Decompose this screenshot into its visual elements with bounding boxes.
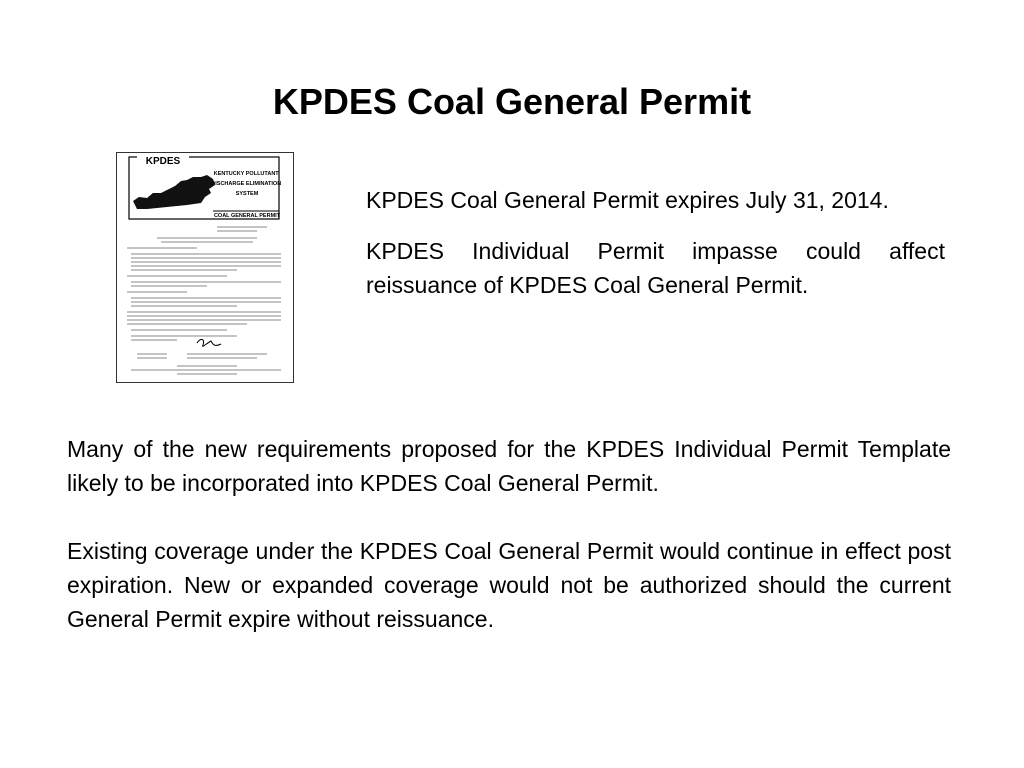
main-paragraphs [67, 432, 951, 670]
permit-cover-thumbnail [116, 152, 294, 383]
document-body-text [127, 227, 281, 374]
requirements-paragraph: Many of the new requirements proposed for the KPDES Individual Permit Template likely to be incorporated into KPDES Coal General Permit. [67, 436, 951, 496]
program-name-line-3: SYSTEM [235, 191, 259, 197]
program-name-line-1: KENTUCKY POLLUTANT [213, 171, 279, 177]
svg-text:KENTUCKY POLLUTANT DISCH [211, 171, 282, 197]
signature-icon [197, 339, 221, 346]
impasse-paragraph: KPDES Individual Permit impasse could affect reissuance of KPDES Coal General Permit. [366, 238, 945, 298]
coverage-paragraph: Existing coverage under the KPDES Coal General Permit would continue in effect post expiration. New or expanded coverage would not be authorized should the current General Permit expire without reissuance. [67, 538, 951, 632]
document-label: COAL GENERAL PERMIT [213, 213, 281, 219]
side-paragraphs [366, 183, 945, 319]
logo-text: KPDES [145, 156, 181, 167]
kentucky-map-icon [133, 175, 215, 209]
program-name-line-2: DISCHARGE ELIMINATION [211, 181, 282, 187]
slide-title: KPDES Coal General Permit [272, 81, 752, 122]
expiration-paragraph: KPDES Coal General Permit expires July 31, 2014. [366, 187, 889, 213]
